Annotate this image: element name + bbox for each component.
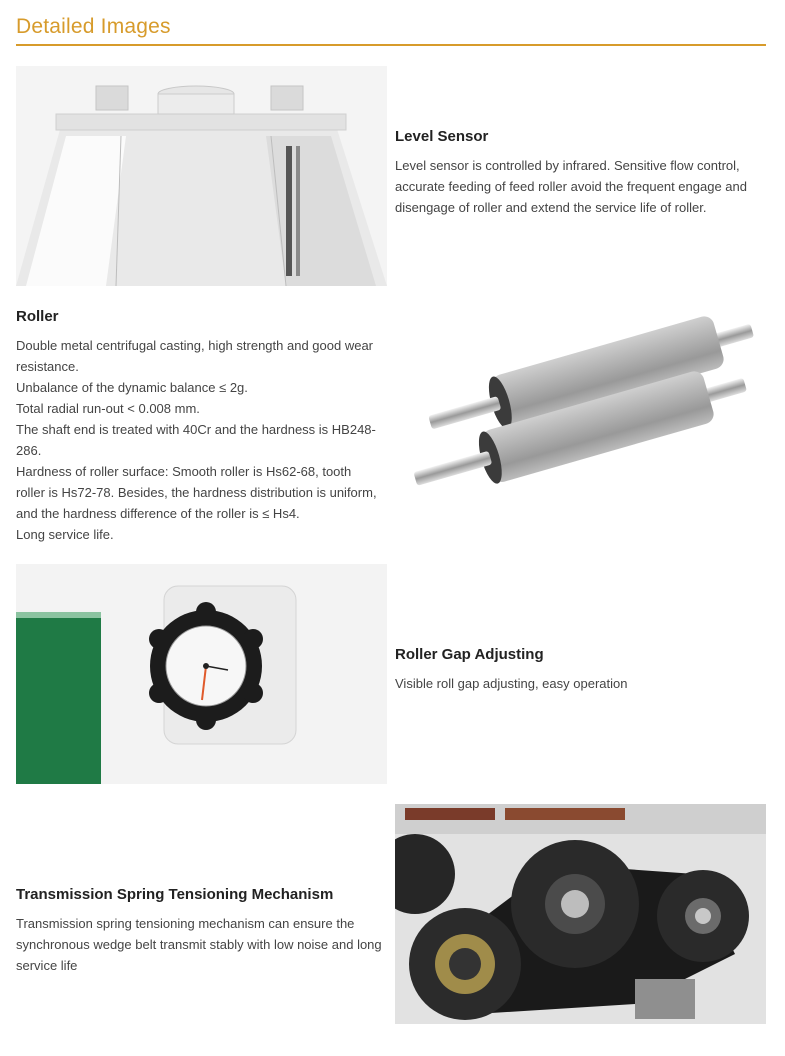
roller-gap-heading: Roller Gap Adjusting bbox=[395, 646, 544, 663]
transmission-description: Transmission spring tensioning mechanism can ensure the synchronous wedge belt transmit stably with low noise and long service life bbox=[16, 916, 382, 973]
roller-line-2: Unbalance of the dynamic balance ≤ 2g. bbox=[16, 380, 248, 395]
roller-line-6: Long service life. bbox=[16, 527, 114, 542]
roller-line-1: Double metal centrifugal casting, high strength and good wear resistance. bbox=[16, 338, 373, 374]
level-sensor-description: Level sensor is controlled by infrared. Sensitive flow control, accurate feeding of feed roller avoid the frequent engage and disengage of roller and extend the service life of roller. bbox=[395, 158, 747, 215]
roller-section bbox=[16, 308, 378, 545]
roller-gap-section bbox=[395, 646, 757, 694]
level-sensor-image bbox=[16, 66, 387, 286]
transmission-image bbox=[395, 804, 766, 1024]
roller-heading: Roller bbox=[16, 308, 59, 325]
section-header bbox=[16, 14, 766, 46]
level-sensor-heading: Level Sensor bbox=[395, 128, 489, 145]
transmission-section bbox=[16, 886, 384, 976]
roller-line-5: Hardness of roller surface: Smooth roller is Hs62-68, tooth roller is Hs72-78. Besides, the hardness distribution is uniform, and the hardness difference of the roller is ≤ Hs4. bbox=[16, 464, 377, 521]
roller-image bbox=[395, 308, 766, 528]
transmission-heading: Transmission Spring Tensioning Mechanism bbox=[16, 886, 334, 903]
level-sensor-section bbox=[395, 128, 757, 218]
roller-gap-description: Visible roll gap adjusting, easy operation bbox=[395, 676, 628, 691]
roller-line-4: The shaft end is treated with 40Cr and the hardness is HB248-286. bbox=[16, 422, 376, 458]
roller-line-3: Total radial run-out < 0.008 mm. bbox=[16, 401, 200, 416]
roller-gap-image bbox=[16, 564, 387, 784]
page-title: Detailed Images bbox=[16, 15, 171, 38]
